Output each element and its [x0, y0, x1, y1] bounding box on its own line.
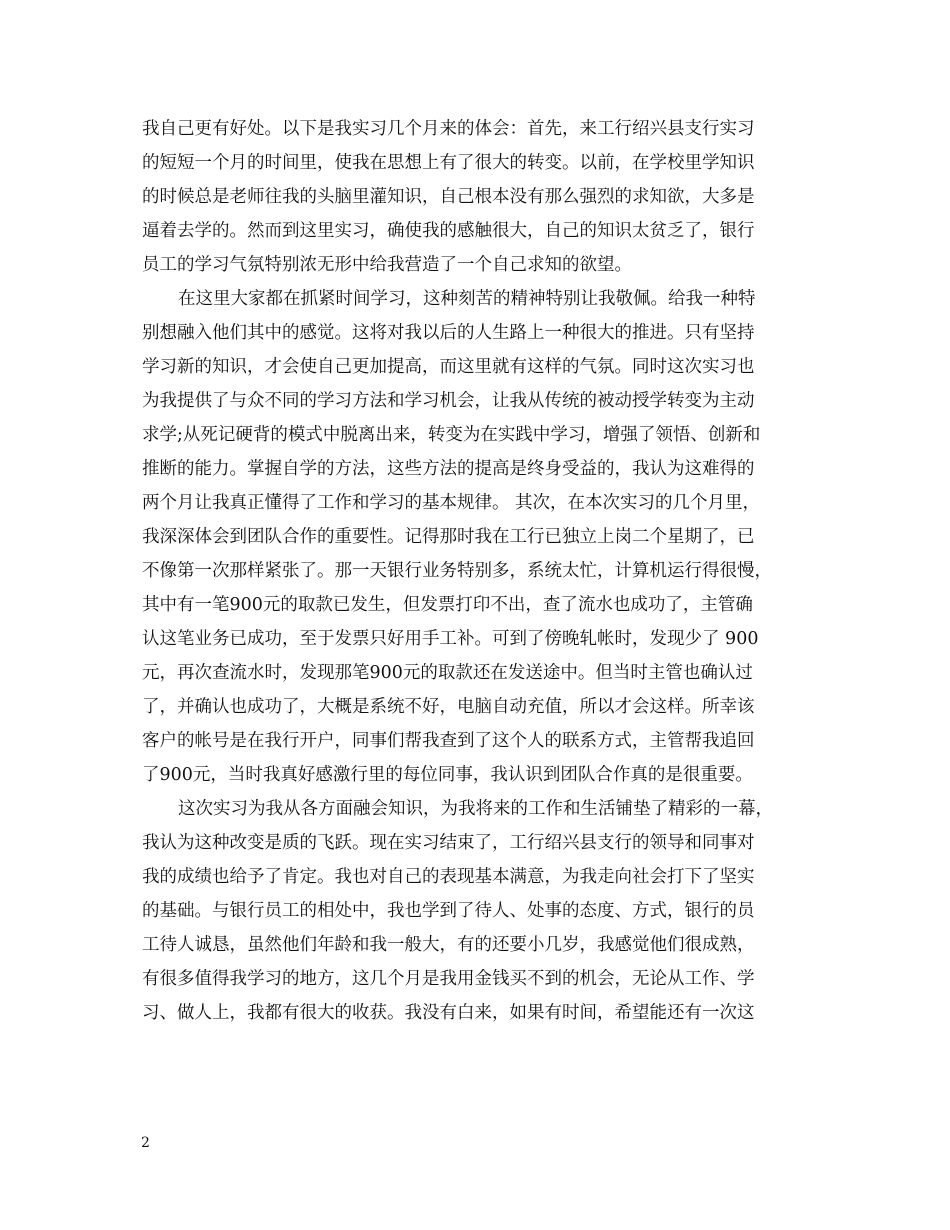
text-line: 客户的帐号是在我行开户，同事们帮我查到了这个人的联系方式，主管帮我追回 — [142, 731, 755, 751]
text-line: 求学;从死记硬背的模式中脱离出来，转变为在实践中学习，增强了领悟、创新和 — [142, 425, 761, 445]
text-line: 我自己更有好处。以下是我实习几个月来的体会：首先，来工行绍兴县支行实习 — [142, 119, 755, 139]
text-line: 其中有一笔900元的取款已发生，但发票打印不出，查了流水也成功了，主管确 — [142, 595, 753, 615]
text-line: 在这里大家都在抓紧时间学习，这种刻苦的精神特别让我敬佩。给我一种特 — [178, 289, 756, 309]
text-line: 推断的能力。掌握自学的方法，这些方法的提高是终身受益的，我认为这难得的 — [142, 459, 755, 479]
text-line: 工待人诚恳，虽然他们年龄和我一般大，有的还要小几岁，我感觉他们很成熟， — [142, 935, 755, 955]
text-line: 我的成绩也给予了肯定。我也对自己的表现基本满意，为我走向社会打下了坚实 — [142, 867, 755, 887]
text-line: 我认为这种改变是质的飞跃。现在实习结束了，工行绍兴县支行的领导和同事对 — [142, 833, 755, 853]
text-line: 员工的学习气氛特别浓无形中给我营造了一个自己求知的欲望。 — [142, 255, 632, 275]
text-line: 学习新的知识，才会使自己更加提高，而这里就有这样的气氛。同时这次实习也 — [142, 357, 755, 377]
page-number: 2 — [141, 1135, 150, 1151]
text-line: 我深深体会到团队合作的重要性。记得那时我在工行已独立上岗二个星期了，已 — [142, 527, 755, 547]
text-line: 的时候总是老师往我的头脑里灌知识，自己根本没有那么强烈的求知欲，大多是 — [142, 187, 755, 207]
text-line: 两个月让我真正懂得了工作和学习的基本规律。 其次，在本次实习的几个月里， — [142, 493, 761, 513]
body-text — [142, 112, 842, 1030]
text-line: 了，并确认也成功了，大概是系统不好，电脑自动充值，所以才会这样。所幸该 — [142, 697, 755, 717]
text-line: 元，再次查流水时，发现那笔900元的取款还在发送途中。但当时主管也确认过 — [142, 663, 753, 683]
text-line: 了900元，当时我真好感激行里的每位同事，我认识到团队合作真的是很重要。 — [142, 765, 753, 785]
text-line: 习、做人上，我都有很大的收获。我没有白来，如果有时间，希望能还有一次这 — [142, 1003, 755, 1023]
text-line: 逼着去学的。然而到这里实习，确使我的感触很大，自己的知识太贫乏了，银行 — [142, 221, 755, 241]
text-line: 为我提供了与众不同的学习方法和学习机会，让我从传统的被动授学转变为主动 — [142, 391, 755, 411]
text-line: 这次实习为我从各方面融会知识，为我将来的工作和生活铺垫了精彩的一幕， — [178, 799, 773, 819]
text-line: 有很多值得我学习的地方，这几个月是我用金钱买不到的机会，无论从工作、学 — [142, 969, 755, 989]
text-line: 别想融入他们其中的感觉。这将对我以后的人生路上一种很大的推进。只有坚持 — [142, 323, 755, 343]
text-line: 不像第一次那样紧张了。那一天银行业务特别多，系统太忙，计算机运行得很慢， — [142, 561, 772, 581]
text-line: 的短短一个月的时间里，使我在思想上有了很大的转变。以前，在学校里学知识 — [142, 153, 755, 173]
text-line: 认这笔业务已成功，至于发票只好用手工补。可到了傍晚轧帐时，发现少了 900 — [142, 629, 759, 649]
text-line: 的基础。与银行员工的相处中，我也学到了待人、处事的态度、方式，银行的员 — [142, 901, 755, 921]
